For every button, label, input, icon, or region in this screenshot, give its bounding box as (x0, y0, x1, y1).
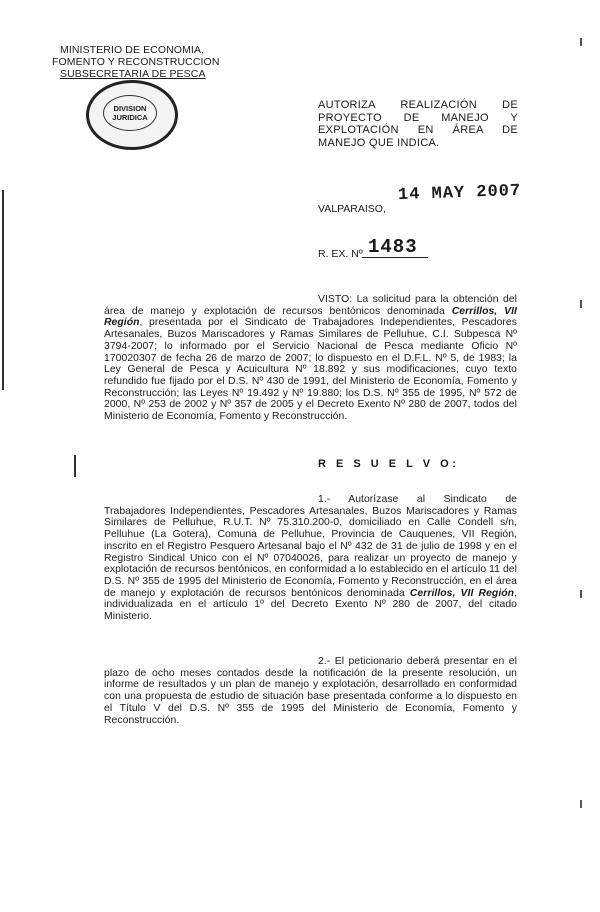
scan-edge-mark (580, 300, 582, 308)
scan-edge-mark (580, 38, 582, 46)
article-1-text-start: 1.- Autorízase al Sindicato de Trabajadores Independientes, Pescadores Artesanales, Buzos Mariscadores y Ramas Similares de Pelluhue, R.U.T. Nº 75.310.200-0, domiciliado en Calle Condell s/n, Pelluhue (La Gotera), Comuna de Pelluhue, Provincia de Cauquenes, VII Región, inscrito en el Registro Pesquero Artesanal bajo el Nº 432 de 31 de julio de 1998 y en el Registro Sindical Unico con el Nº 07040026, para realizar un proyecto de manejo y explotación de recursos bentónicos, en conformidad a lo establecido en el artículo 11 del D.S. Nº 355 de 1995 del Ministerio de Economía, Fomento y Reconstrucción, en el área de manejo y explotación de recursos bentónicos denominada (104, 494, 517, 599)
ministry-name-line2: FOMENTO Y RECONSTRUCCION (52, 56, 220, 68)
scan-edge-mark (580, 590, 582, 598)
article-1-area-name: Cerrillos, VII Región (409, 587, 515, 599)
place-label: VALPARAISO, (318, 203, 386, 215)
visto-paragraph (104, 294, 517, 423)
article-1-paragraph (104, 494, 517, 623)
seal-text-juridica: JURIDICA (112, 113, 148, 122)
visto-text-end: , presentada por el Sindicato de Trabajadores Independientes, Pescadores Artesanales, Buzos Mariscadores y Ramas Similares de Pelluhue, C.I. Subpesca Nº 3794-2007; lo informado por el Servicio Nacional de Pesca mediante Oficio Nº 170020307 de fecha 26 de marzo de 2007; lo dispuesto en el D.F.L. Nº 5, de 1983; la Ley General de Pesca y Acuicultura Nº 18.892 y sus modificaciones, cuyo texto refundido fue fijado por el D.S. Nº 430 de 1991, del Ministerio de Economía, Fomento y Reconstrucción; las Leyes Nº 19.492 y Nº 19.880; los D.S. Nº 355 de 1995, Nº 572 de 2000, Nº 253 de 2002 y Nº 357 de 2005 y el Decreto Exento Nº 280 de 2007, todos del Ministerio de Economía, Fomento y Reconstrucción. (104, 317, 517, 423)
subsecretaria-name: SUBSECRETARIA DE PESCA (60, 68, 206, 80)
resolution-label: R. EX. Nº (318, 248, 363, 260)
visto-text-start: VISTO: La solicitud para la obtención del área de manejo y explotación de recursos bentónicos denominada (104, 294, 517, 317)
seal-text-division: DIVISION (113, 104, 147, 113)
seal-center (103, 95, 157, 131)
ministry-name-line1: MINISTERIO DE ECONOMIA, (60, 44, 205, 56)
scan-margin-line (2, 190, 4, 390)
article-2-paragraph: 2.- El peticionario deberá presentar en el plazo de ocho meses contados desde la notificación de la presente resolución, un informe de resultados y un plan de manejo y explotación, desarrollado en conformidad con una propuesta de estudio de situación base presentada conforme a lo dispuesto en el Título V del D.S. Nº 355 de 1995 del Ministerio de Economía, Fomento y Reconstrucción. (104, 656, 517, 726)
scan-margin-tick (74, 455, 76, 477)
scan-edge-mark (580, 800, 582, 808)
resolution-underline (362, 257, 428, 258)
document-title: AUTORIZA REALIZACIÓN DE PROYECTO DE MANEJO Y EXPLOTACIÓN EN ÁREA DE MANEJO QUE INDICA. (318, 99, 518, 149)
resolution-number: 1483 (368, 236, 418, 258)
official-seal (86, 80, 178, 150)
date-stamp: 14 MAY 2007 (397, 181, 522, 206)
resuelvo-heading: R E S U E L V O: (318, 458, 460, 470)
article-1-text-end: , individualizada en el artículo 1º del Decreto Exento Nº 280 de 2007, del citado Ministerio. (104, 587, 517, 623)
visto-area-name: Cerrillos, VII Región (104, 305, 517, 329)
